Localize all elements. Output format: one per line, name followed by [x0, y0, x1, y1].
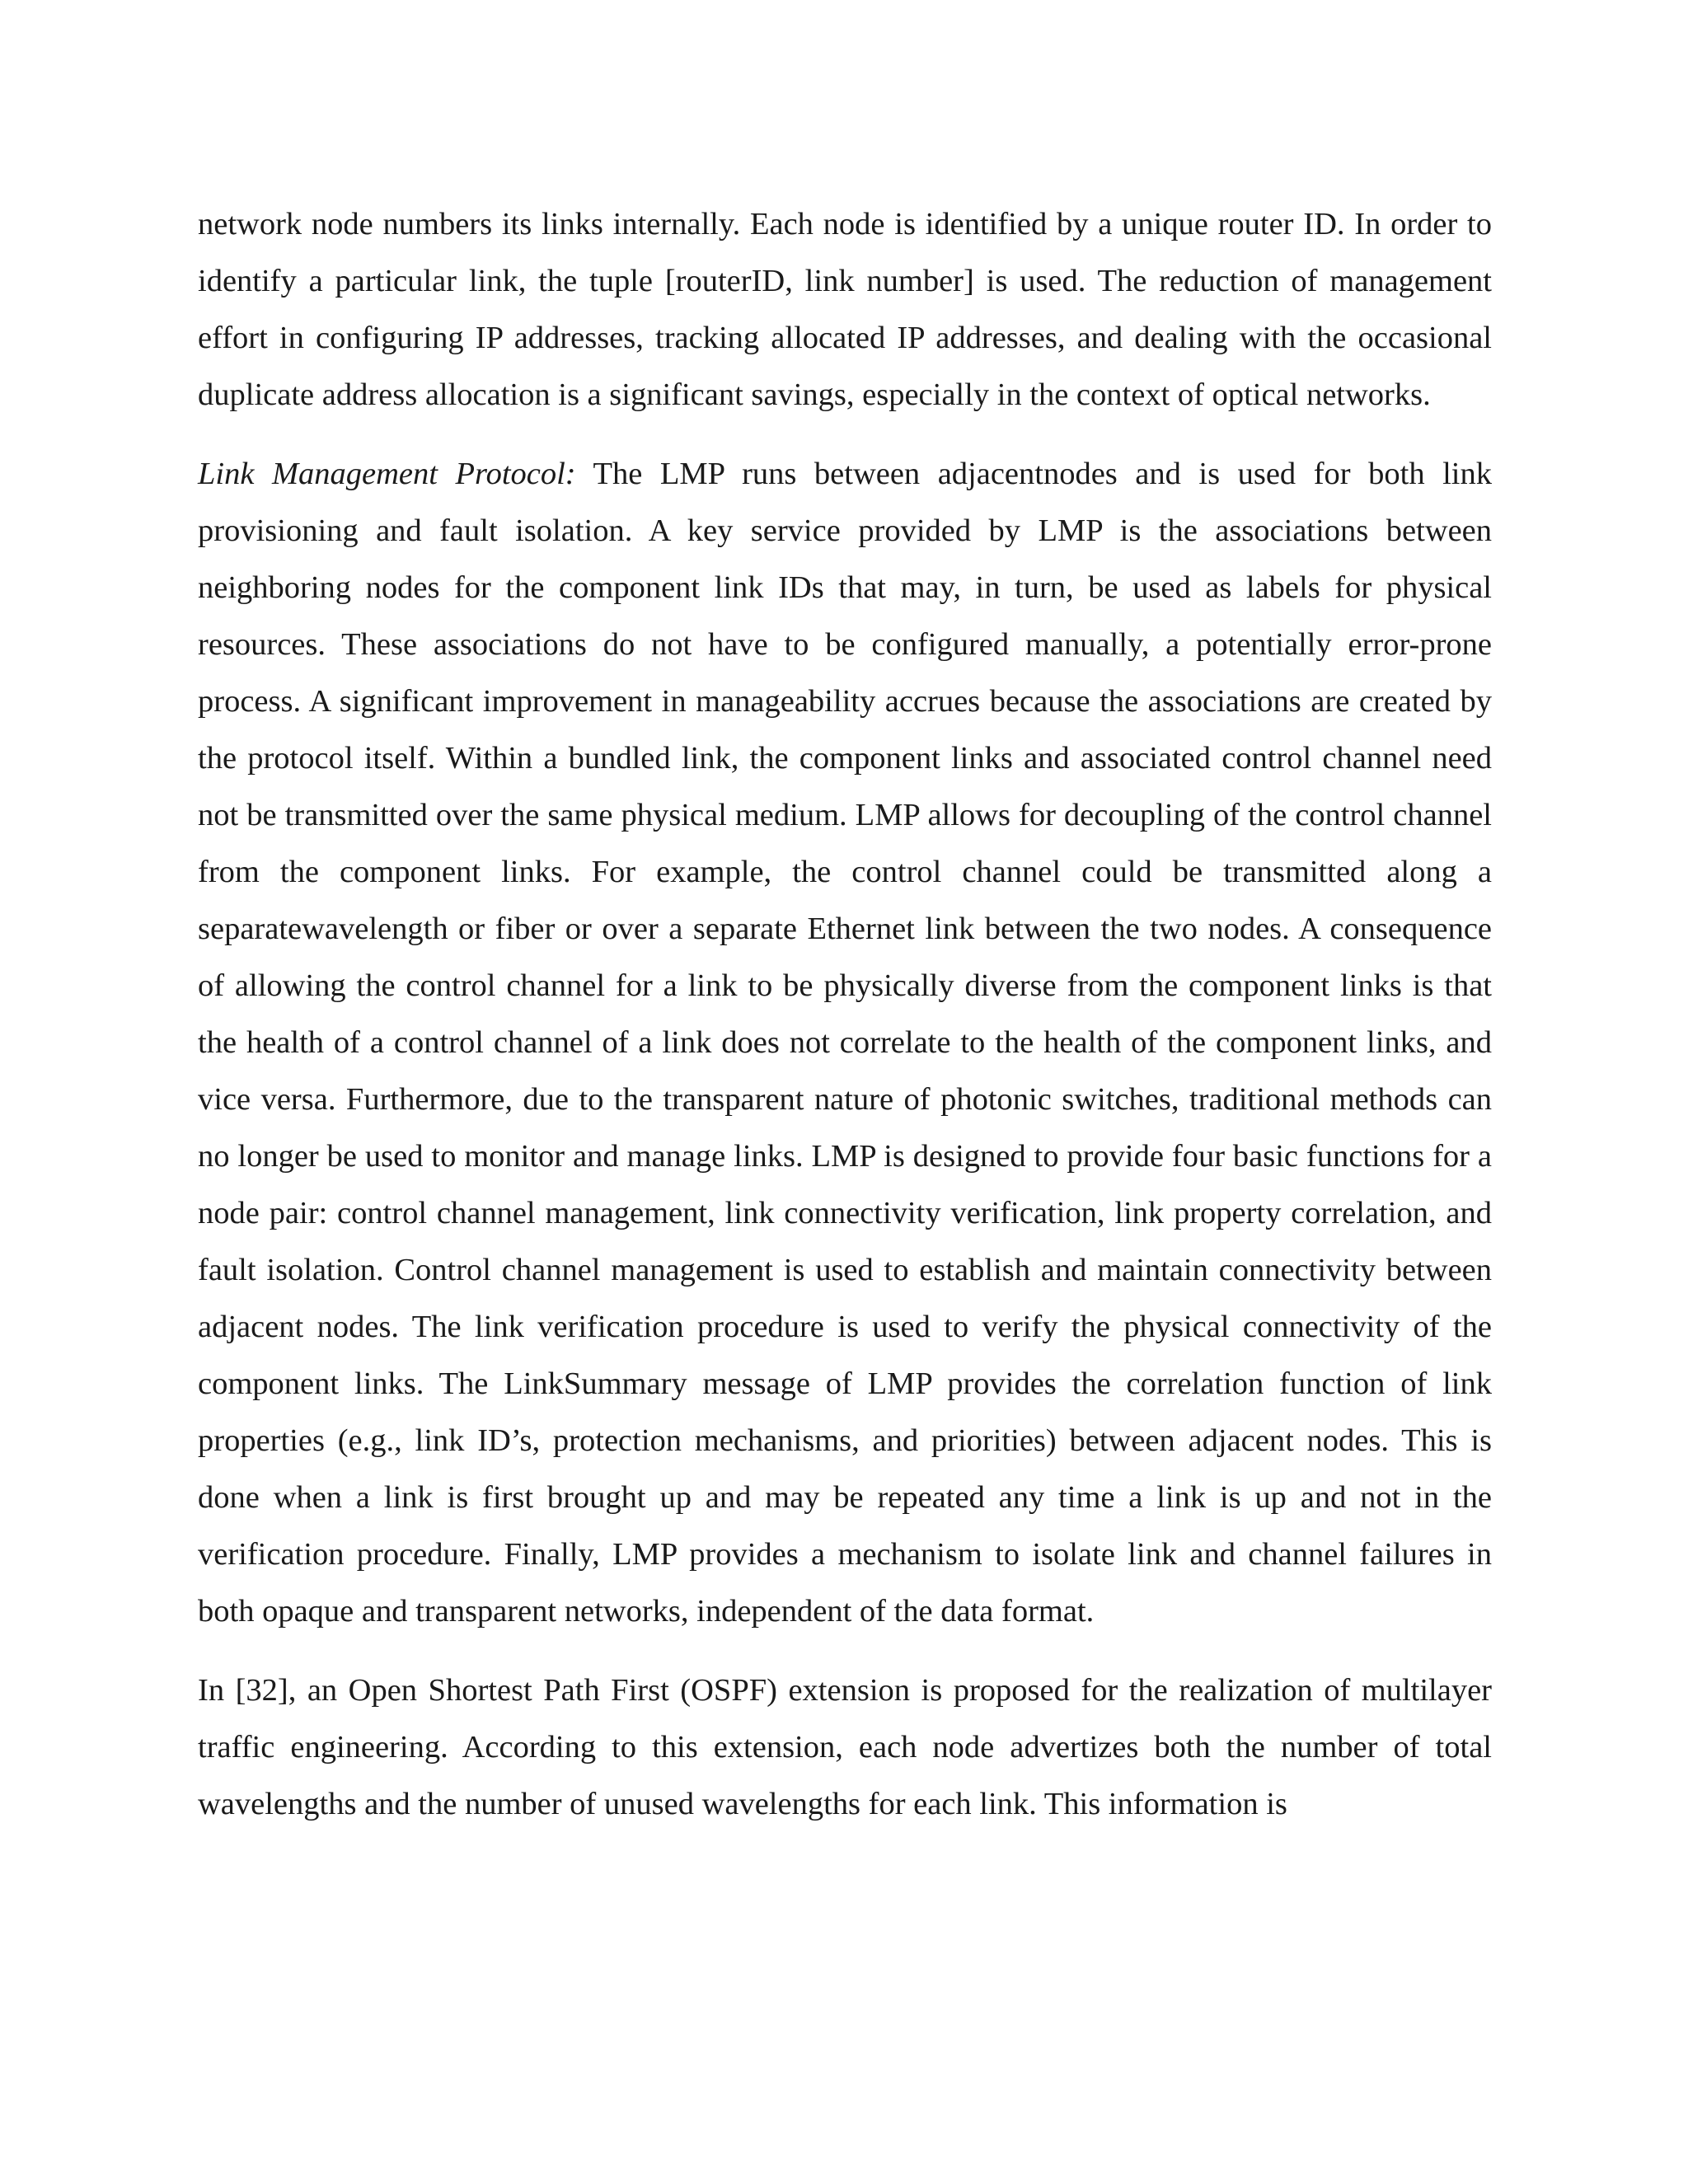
paragraph-ospf-extension: In [32], an Open Shortest Path First (OSPF) extension is proposed for the realization of multilayer traffic engineering. According to this extension, each node advertizes both the number of total wavelengths and the number of unused wavelengths for each link. This information is — [198, 1673, 1492, 1821]
body-text — [198, 196, 1492, 1855]
term-link-management-protocol: Link Management Protocol: — [198, 457, 576, 491]
paragraph-link-management-protocol — [198, 446, 1492, 1640]
paragraph-lmp-body: The LMP runs between adjacentnodes and is used for both link provisioning and fault isolation. A key service provided by LMP is the associations between neighboring nodes for the component link IDs that may, in turn, be used as labels for physical resources. These associations do not have to be configured manually, a potentially error-prone process. A significant improvement in manageability accrues because the associations are created by the protocol itself. Within a bundled link, the component links and associated control channel need not be transmitted over the same physical medium. LMP allows for decoupling of the control channel from the component links. For example, the control channel could be transmitted along a separatewavelength or fiber or over a separate Ethernet link between the two nodes. A consequence of allowing the control channel for a link to be physically diverse from the component links is that the health of a control channel of a link does not correlate to the health of the component links, and vice versa. Furthermore, due to the transparent nature of photonic switches, traditional methods can no longer be used to monitor and manage links. LMP is designed to provide four basic functions for a node pair: control channel management, link connectivity verification, link property correlation, and fault isolation. Control channel management is used to establish and maintain connectivity between adjacent nodes. The link verification procedure is used to verify the physical connectivity of the component links. The LinkSummary message of LMP provides the correlation function of link properties (e.g., link ID’s, protection mechanisms, and priorities) between adjacent nodes. This is done when a link is first brought up and may be repeated any time a link is up and not in the verification procedure. Finally, LMP provides a mechanism to isolate link and channel failures in both opaque and transparent networks, independent of the data format. — [198, 457, 1492, 1629]
paragraph-router-id: network node numbers its links internally. Each node is identified by a unique router ID. In order to identify a particular link, the tuple [routerID, link number] is used. The reduction of management effort in configuring IP addresses, tracking allocated IP addresses, and dealing with the occasional duplicate address allocation is a significant savings, especially in the context of optical networks. — [198, 207, 1492, 412]
